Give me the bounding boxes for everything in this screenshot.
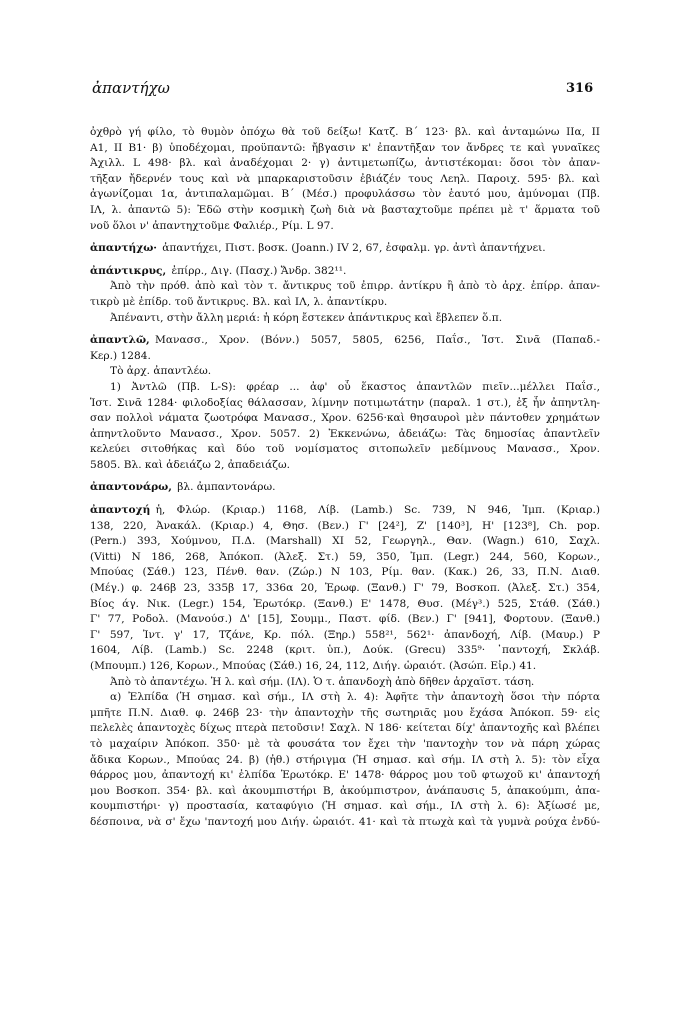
line-text: 5805. Βλ. καὶ ἀδειάζω 2, ἀπαδειάζω. xyxy=(90,458,290,471)
text-line xyxy=(90,241,600,257)
text-line xyxy=(90,815,600,831)
text-line xyxy=(90,581,600,597)
line-text: ἐπίρρ., Διγ. (Πασχ.) Ἄνδρ. 382¹¹. xyxy=(171,264,347,277)
text-line xyxy=(90,612,600,628)
line-text: Γ' 77, Ροδολ. (Μανούσ.) Δ' [15], Σουμμ., Παστ. φίδ. (Βεν.) Γ' [941], Φορτουν. (Ξανθ.) xyxy=(90,613,600,626)
text-line xyxy=(90,675,600,691)
line-text: τὸ μαχαίριν Ἀπόκοπ. 350· μὲ τὰ φουσάτα τον ἔχει τὴν 'παντοχὴν τον νὰ πάρη χώρας xyxy=(90,737,600,750)
dictionary-entry xyxy=(90,503,600,830)
entries-body xyxy=(90,125,600,831)
lemma-headword: ἀπαντονάρω, xyxy=(90,481,172,494)
lemma-headword: ἀπαντλῶ, xyxy=(90,334,150,347)
line-text: (Μπουμπ.) 126, Κορων., Μπούας (Σάθ.) 16, 24, 112, Διήγ. ὡραιότ. (Ἀσώπ. Εἰρ.) 41. xyxy=(90,660,537,672)
line-text: ἀπηντλοῦντο Μανασσ., Χρον. 5057. 2) Ἐκκενώνω, ἀδειάζω: Τὰς δημοσίας ἀπαντλεῖν xyxy=(90,427,600,440)
line-text: ἡ, Φλώρ. (Κριαρ.) 1168, Λίβ. (Lamb.) Sc. 739, Ν 946, Ἰμπ. (Κριαρ.) xyxy=(155,504,600,517)
text-line xyxy=(90,364,600,380)
text-line xyxy=(90,219,600,235)
text-line xyxy=(90,799,600,815)
entry-continuation xyxy=(90,125,600,234)
line-text: σαν πολλοὶ νάματα ζωοτρόφα Μανασσ., Χρον. 6256·καὶ θησαυροὶ μὲν πάντοθεν χρημάτων xyxy=(90,412,600,425)
dictionary-entry xyxy=(90,480,600,496)
line-text: Κερ.) 1284. xyxy=(90,349,151,362)
line-text: 1) Ἀντλῶ (Πβ. L-S): φρέαρ ... ἀφ' οὗ ἕκαστος ἀπαντλῶν πιεῖν...μέλλει Παΐσ., xyxy=(110,380,600,393)
text-line xyxy=(90,706,600,722)
text-line xyxy=(90,458,600,474)
text-line xyxy=(90,442,600,458)
text-line xyxy=(90,156,600,172)
line-text: Μπούας (Σάθ.) 123, Πένθ. θαν. (Ζώρ.) Ν 103, Ρίμ. θαν. (Κακ.) 26, 33, Π.Ν. Διαθ. xyxy=(90,566,600,579)
text-line xyxy=(90,628,600,644)
text-line xyxy=(90,349,600,365)
text-line xyxy=(90,141,600,157)
text-line xyxy=(90,295,600,311)
text-line xyxy=(90,503,600,519)
text-line xyxy=(90,125,600,141)
line-text: μου Βοσκοπ. 354· βλ. καὶ ἀκουμπιστήρι Β, ἀκούμπιστρον, ἀνάπαυσις 5, ἀπακούμπι, ἀπα- xyxy=(90,784,600,797)
text-line xyxy=(90,519,600,535)
line-text: Βίος άγ. Νικ. (Legr.) 154, Ἐρωτόκρ. (Ξανθ.) Ε' 1478, Θυσ. (Μέγ³.) 525, Στάθ. (Σάθ.) xyxy=(90,597,600,610)
line-text: 1604, Λίβ. (Lamb.) Sc. 2248 (κριτ. ὑπ.), Δούκ. (Grecu) 335⁹· ᾽παντοχή, Σκλάβ. xyxy=(90,644,600,657)
text-line xyxy=(90,311,600,327)
line-text: Μανασσ., Χρον. (Βόνν.) 5057, 5805, 6256, Παΐσ., Ἱστ. Σινᾶ (Παπαδ.- xyxy=(155,334,600,347)
text-line xyxy=(90,279,600,295)
line-text: (Vitti) Ν 186, 268, Ἀπόκοπ. (Ἀλεξ. Στ.) 59, 350, Ἰμπ. (Legr.) 244, 560, Κορων., xyxy=(90,550,600,563)
line-text: Ἀπὸ τὸ ἀπαντέχω. Ἡ λ. καὶ σήμ. (ΙΛ). Ὁ τ. ἀπανδοχὴ ἀπὸ δῆθεν ἀρχαϊστ. τάση. xyxy=(110,675,535,688)
text-line xyxy=(90,550,600,566)
line-text: Τὸ ἀρχ. ἀπαντλέω. xyxy=(110,365,212,378)
dictionary-entry xyxy=(90,241,600,257)
line-text: Α1, ΙΙ Β1· β) ὑποδέχομαι, προϋπαντῶ: ἤβγασιν κ' ἐπαντῆξαν τον ἄνδρες τε καὶ γυναῖκες xyxy=(90,141,600,154)
text-line xyxy=(90,784,600,800)
text-line xyxy=(90,721,600,737)
line-text: ἀπαντήχει, Πιστ. βοσκ. (Joann.) IV 2, 67, ἐσφαλμ. γρ. ἀντὶ ἀπαντήχνει. xyxy=(162,242,546,255)
text-line xyxy=(90,172,600,188)
line-text: θάρρος μου, ἀπαντοχή κι' ἐλπίδα Ἐρωτόκρ. Ε' 1478· θάρρος μου τοῦ φτωχοῦ κι' ἀπαντοχή xyxy=(90,769,600,782)
line-text: (Pern.) 393, Χούμνου, Π.Δ. (Marshall) ΧΙ 52, Γεωργηλ., Θαν. (Wagn.) 610, Σαχλ. xyxy=(90,535,600,548)
line-text: τῆξαν ἤδερνέν τους καὶ νὰ μπαρκαριστοῦσιν ἐβιάζέν τους Λεηλ. Παροιχ. 595· βλ. καὶ xyxy=(90,172,600,185)
line-text: ὀχθρὸ γή φίλο, τὸ θυμὸν ὁπόχω θὰ τοῦ δείξω! Κατζ. Β΄ 123· βλ. καὶ ἀνταμώνω ΙΙα, ΙΙ xyxy=(90,126,600,138)
line-text: πελελὲς ἀπαντοχὲς δίχως πτερὰ πετοῦσιν! Σαχλ. Ν 186· κείτεται δίχ' ἀπαντοχῆς καὶ βλέπει xyxy=(90,722,600,735)
line-text: 138, 220, Ἀνακάλ. (Κριαρ.) 4, Θησ. (Βεν.) Γ' [24²], Ζ' [140³], Η' [123⁸], Ch. pop. xyxy=(90,519,600,532)
line-text: (Μέγ.) φ. 246β 23, 335β 17, 336α 20, Ἐρωφ. (Ξανθ.) Γ' 79, Βοσκοπ. (Ἀλεξ. Στ.) 354, xyxy=(90,582,600,595)
line-text: Ἀπὸ τὴν πρόθ. ἀπὸ καὶ τὸν τ. ἄντικρυς τοῦ ἐπιρρ. ἀντίκρυ ἢ ἀπὸ τὸ ἀρχ. ἐπίρρ. ἀπαν- xyxy=(110,280,600,293)
text-line xyxy=(90,203,600,219)
dictionary-entry xyxy=(90,264,600,326)
text-line xyxy=(90,753,600,769)
line-text: κουμπιστήρι· γ) προστασία, καταφύγιο (Ἡ σημασ. καὶ σήμ., ΙΛ στὴ λ. 6): Ἀξίωσέ με, xyxy=(90,800,600,813)
line-text: δέσποινα, νὰ σ' ἔχω 'παντοχή μου Διήγ. ὡραιότ. 41· καὶ τὰ πτωχὰ καὶ τὰ γυμνὰ ρούχα ἐνδύ- xyxy=(90,815,600,828)
text-line xyxy=(90,333,600,349)
text-line xyxy=(90,396,600,412)
text-line xyxy=(90,643,600,659)
text-line xyxy=(90,690,600,706)
line-text: ΙΛ, λ. ἀπαντῶ 5): Ἐδῶ στὴν κοσμικὴ ζωὴ διὰ νὰ βασταχτοῦμε πρέπει μὲ τ' ἅρματα τοῦ xyxy=(90,203,600,216)
line-text: Ἱστ. Σινᾶ 1284· φιλοδοξίας θάλασσαν, λίμνην ποτιμωτάτην (παραλ. 1 στ.), ἐξ ἧν ἀπηντλη- xyxy=(90,396,600,409)
text-line xyxy=(90,264,600,280)
text-line xyxy=(90,534,600,550)
text-line xyxy=(90,565,600,581)
line-text: α) Ἐλπίδα (Ἡ σημασ. καὶ σήμ., ΙΛ στὴ λ. 4): Ἀφῆτε τὴν ἀπαντοχὴ ὅσοι τὴν πόρτα xyxy=(110,691,600,704)
line-text: ἄδικα Κορων., Μπούας 24. β) (ἠθ.) στήριγμα (Ἡ σημασ. καὶ σήμ. ΙΛ στὴ λ. 5): τὸν εἶχα xyxy=(90,753,600,766)
line-text: τικρὺ μὲ ἐπίδρ. τοῦ ἄντικρυς. Βλ. καὶ ΙΛ, λ. ἀπαντίκρυ. xyxy=(90,295,388,308)
text-line xyxy=(90,411,600,427)
dictionary-entry xyxy=(90,333,600,473)
line-text: μπῆτε Π.Ν. Διαθ. φ. 246β 23· τὴν ἀπαντοχὴν τῆς σωτηριᾶς μου ἔχάσα Ἀπόκοπ. 59· εἰς xyxy=(90,706,600,719)
running-head: ἀπαντήχω xyxy=(92,79,170,97)
lemma-headword: ἀπαντήχω· xyxy=(90,242,157,255)
text-line xyxy=(90,737,600,753)
text-line xyxy=(90,427,600,443)
text-line xyxy=(90,768,600,784)
text-line xyxy=(90,187,600,203)
text-line xyxy=(90,659,600,675)
lemma-headword: ἀπαντοχή xyxy=(90,504,151,517)
line-text: κελεύει σιτοθήκας καὶ δύο τοῦ νομίσματος σιτοπωλεῖν μεδίμνους Μανασσ., Χρον. xyxy=(90,443,600,456)
page-number: 316 xyxy=(566,81,594,96)
text-line xyxy=(90,597,600,613)
line-text: Ἀχιλλ. L 498· βλ. καὶ ἀναδέχομαι 2· γ) ἀντιμετωπίζω, ἀντιστέκομαι: ὅσοι τὸν ἀπαν- xyxy=(90,157,600,170)
text-line xyxy=(90,480,600,496)
lemma-headword: ἀπάντικρυς, xyxy=(90,264,167,277)
line-text: Ἀπέναντι, στὴν ἄλλη μεριά: ἡ κόρη ἔστεκεν ἀπάντικρυς καὶ ἔβλεπεν ὅ.π. xyxy=(110,311,503,324)
line-text: Γ' 597, Ἰντ. γ' 17, Τζάνε, Κρ. πόλ. (Ξηρ.) 558²¹, 562¹· ἀπανδοχή, Λίβ. (Μαυρ.) Ρ xyxy=(90,628,600,641)
line-text: ἀγωνίζομαι 1α, ἀντιπαλαμῶμαι. Β΄ (Μέσ.) προφυλάσσω τὸν ἑαυτό μου, ἀμύνομαι (Πβ. xyxy=(90,188,600,201)
text-line xyxy=(90,380,600,396)
line-text: βλ. ἀμπαντονάρω. xyxy=(177,481,276,494)
line-text: νοῦ ὅλοι ν' ἀπαντηχτοῦμε Φαλιέρ., Ρίμ. L 97. xyxy=(90,219,334,232)
